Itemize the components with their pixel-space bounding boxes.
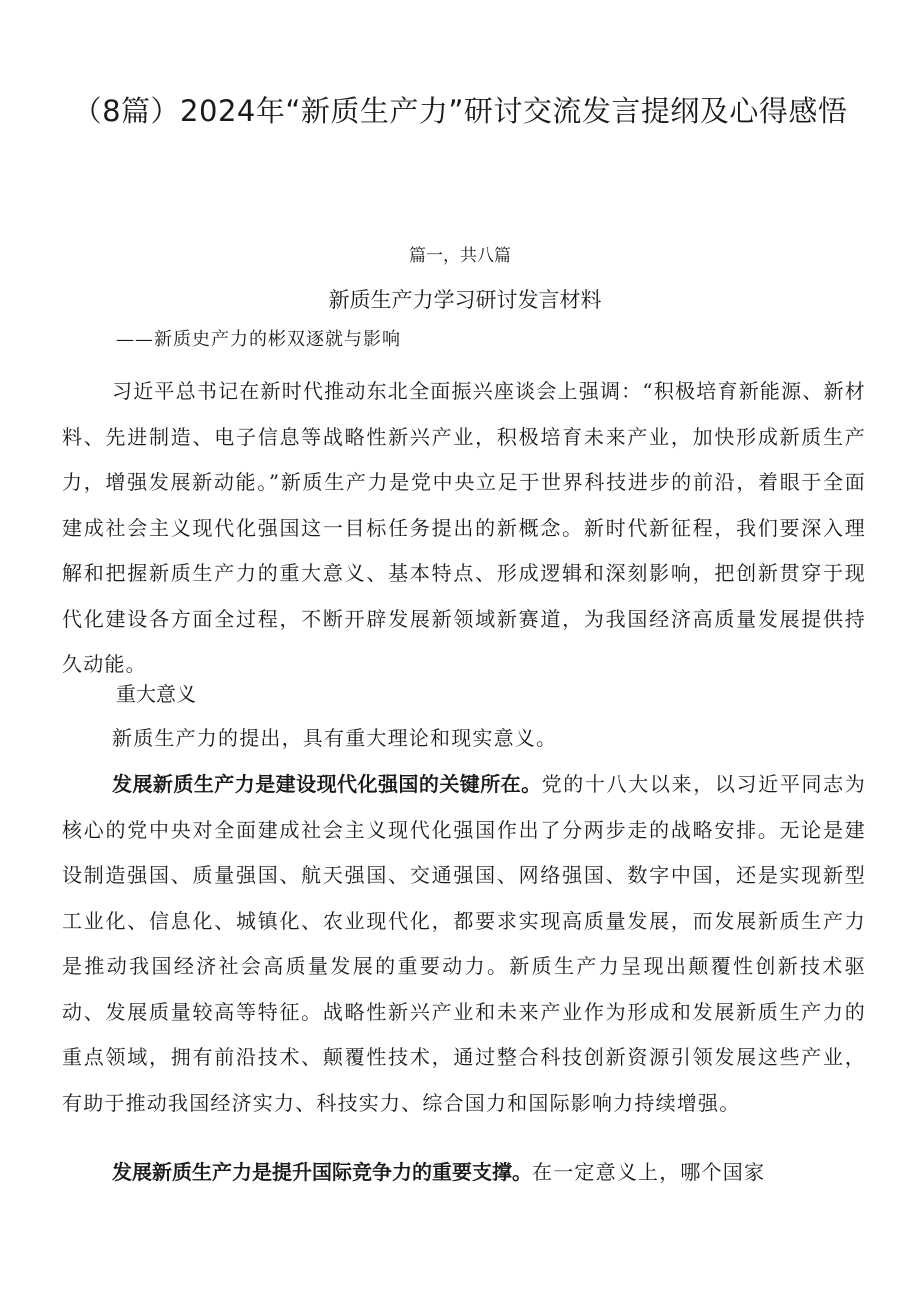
competitiveness-lead-sentence: 发展新质生产力是提升国际竞争力的重要支撑。 [112, 1160, 532, 1184]
document-title: （8篇）2024年“新质生产力”研讨交流发言提纲及心得感悟 [72, 94, 848, 128]
competitiveness-paragraph [62, 1150, 866, 1196]
intro-paragraph: 习近平总书记在新时代推动东北全面振兴座谈会上强调：“积极培育新能源、新材料、先进制造、电子信息等战略性新兴产业，积极培育未来产业，加快形成新质生产力，增强发展新动能。”新质生产力是党中央立足于世界科技进步的前沿，着眼于全面建成社会主义现代化强国这一目标任务提出的新概念。新时代新征程，我们要深入理解和把握新质生产力的重大意义、基本特点、形成逻辑和深刻影响，把创新贯穿于现代化建设各方面全过程，不断开辟发展新领域新赛道，为我国经济高质量发展提供持久动能。 [62, 379, 866, 676]
modernization-body-text: 党的十八大以来，以习近平同志为核心的党中央对全面建成社会主义现代化强国作出了分两步走的战略安排。无论是建设制造强国、质量强国、航天强国、交通强国、网络强国、数字中国，还是实现新型工业化、信息化、城镇化、农业现代化，都要求实现高质量发展，而发展新质生产力是推动我国经济社会高质量发展的重要动力。新质生产力呈现出颠覆性创新技术驱动、发展质量较高等特征。战略性新兴产业和未来产业作为形成和发展新质生产力的重点领域，拥有前沿技术、颠覆性技术，通过整合科技创新资源引领发展这些产业，有助于推动我国经济实力、科技实力、综合国力和国际影响力持续增强。 [62, 772, 867, 1115]
section-heading-significance: 重大意义 [116, 682, 196, 706]
competitiveness-body-text: 在一定意义上，哪个国家 [532, 1160, 766, 1184]
modernization-paragraph [62, 762, 866, 1126]
chapter-label: 篇一，共八篇 [409, 246, 511, 266]
modernization-lead-sentence: 发展新质生产力是建设现代化强国的关键所在。 [112, 772, 542, 796]
article-byline: ——新质史产力的彬双逐就与影响 [116, 329, 401, 350]
article-subtitle: 新质生产力学习研讨发言材料 [328, 288, 602, 312]
significance-summary-paragraph: 新质生产力的提出，具有重大理论和现实意义。 [112, 726, 558, 750]
